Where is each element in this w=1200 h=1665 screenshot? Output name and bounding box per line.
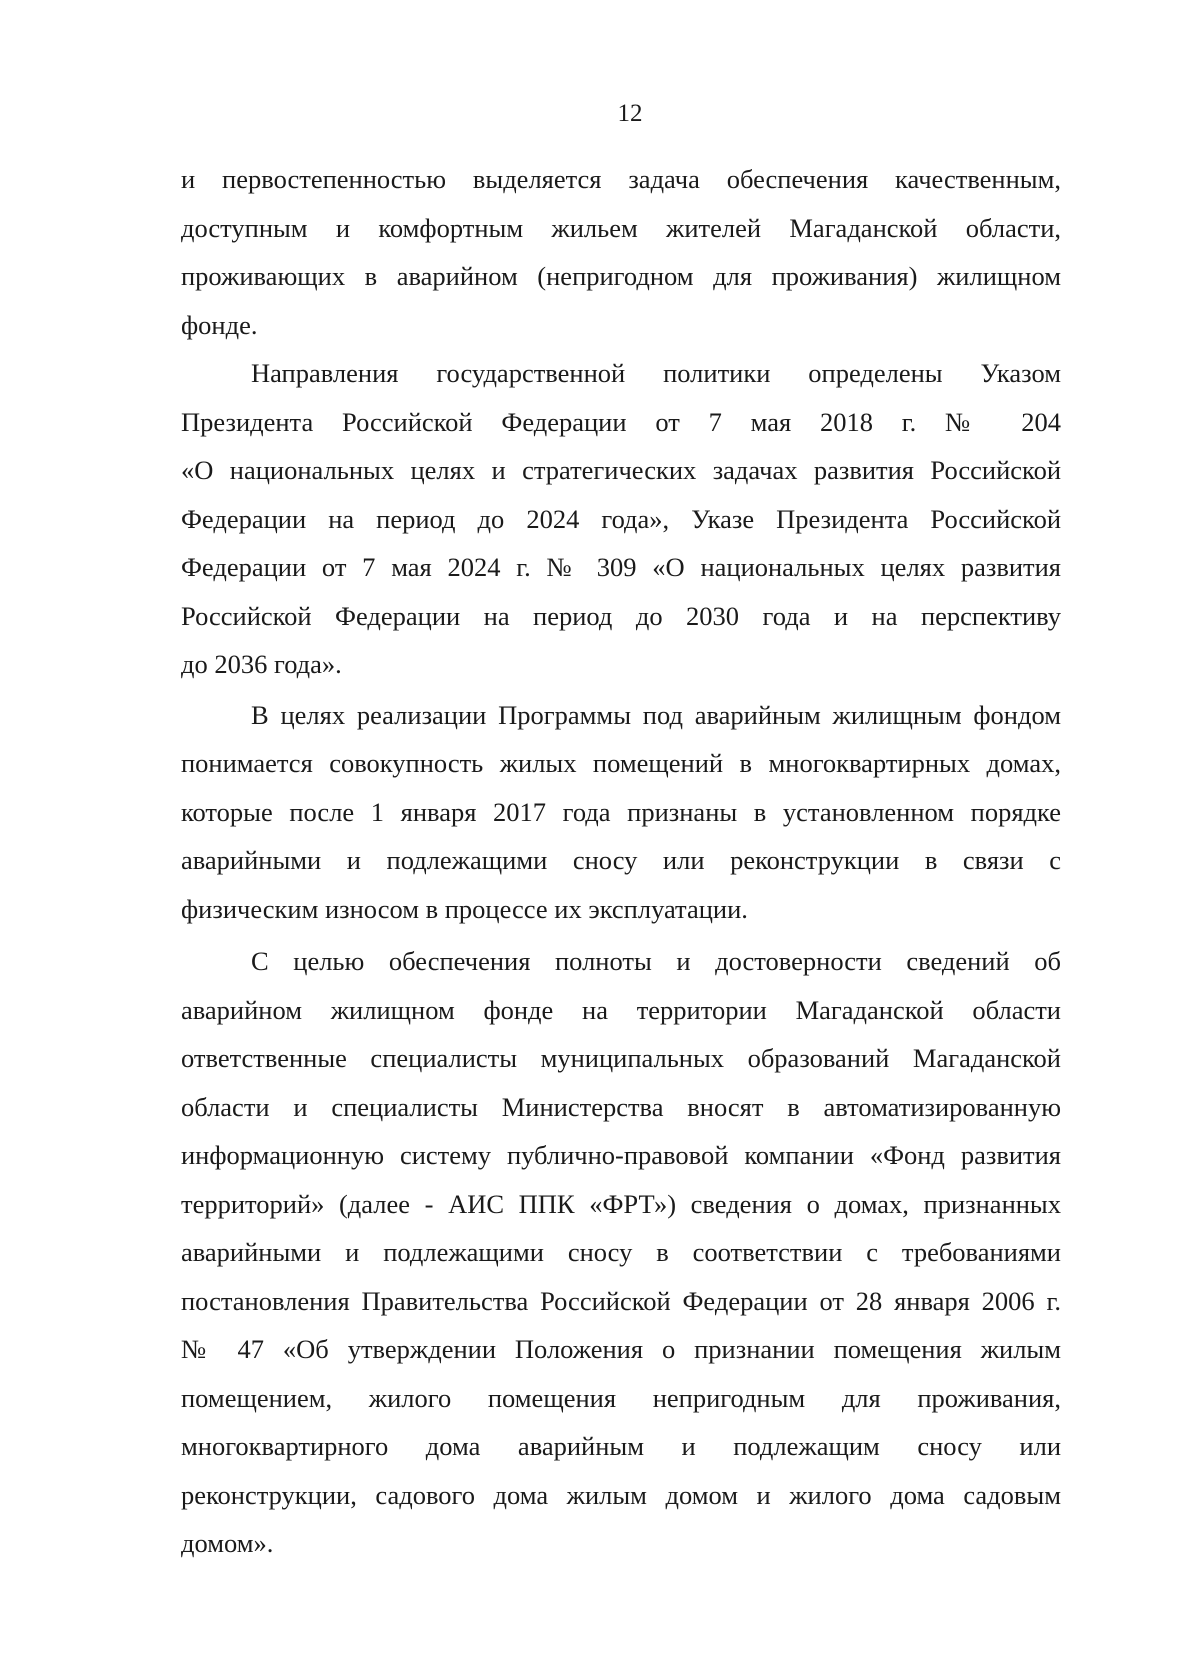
paragraph-line: фонде. <box>181 309 258 340</box>
paragraph-line: физическим износом в процессе их эксплуатации. <box>181 893 748 924</box>
paragraph-line: Направления государственной политики определены Указом <box>251 358 1061 388</box>
page-number: 12 <box>617 100 643 127</box>
paragraph-line: информационную систему публично-правовой компании «Фонд развития <box>181 1140 1061 1170</box>
paragraph-line: реконструкции, садового дома жилым домом и жилого дома садовым <box>181 1479 1061 1510</box>
paragraph-line: «О национальных целях и стратегических задачах развития Российской <box>181 455 1061 485</box>
paragraph-line: С целью обеспечения полноты и достоверности сведений об <box>251 946 1061 976</box>
document-body <box>181 155 1061 1568</box>
paragraph <box>181 691 1061 934</box>
paragraph-line: многоквартирного дома аварийным и подлежащим сносу или <box>181 1431 1061 1461</box>
paragraph-line: которые после 1 января 2017 года признаны в установленном порядке <box>181 796 1061 827</box>
paragraph-line: В целях реализации Программы под аварийным жилищным фондом <box>251 699 1061 730</box>
paragraph-line: понимается совокупность жилых помещений в многоквартирных домах, <box>181 748 1061 778</box>
paragraph-line: № 47 «Об утверждении Положения о признании помещения жилым <box>181 1334 1061 1364</box>
paragraph-line: помещением, жилого помещения непригодным для проживания, <box>181 1382 1061 1413</box>
paragraph-line: Федерации от 7 мая 2024 г. № 309 «О национальных целях развития <box>181 552 1061 582</box>
paragraph-line: до 2036 года». <box>181 649 342 679</box>
paragraph-line: Президента Российской Федерации от 7 мая 2018 г. № 204 <box>181 406 1061 437</box>
paragraph <box>181 155 1061 349</box>
paragraph-line: проживающих в аварийном (непригодном для проживания) жилищном <box>181 261 1061 291</box>
paragraph-line: аварийными и подлежащими сносу в соответствии с требованиями <box>181 1237 1061 1267</box>
paragraph-line: домом». <box>181 1528 274 1558</box>
paragraph-line: ответственные специалисты муниципальных образований Магаданской <box>181 1043 1061 1073</box>
paragraph <box>181 349 1061 689</box>
paragraph-line: Российской Федерации на период до 2030 года и на перспективу <box>181 600 1061 631</box>
paragraph-line: и первостепенностью выделяется задача обеспечения качественным, <box>181 164 1061 194</box>
paragraph-line: Федерации на период до 2024 года», Указе Президента Российской <box>181 503 1061 534</box>
paragraph-line: территорий» (далее - АИС ППК «ФРТ») сведения о домах, признанных <box>181 1188 1061 1219</box>
paragraph-line: доступным и комфортным жильем жителей Магаданской области, <box>181 212 1061 243</box>
paragraph-line: области и специалисты Министерства вносят в автоматизированную <box>181 1091 1061 1122</box>
paragraph-line: постановления Правительства Российской Федерации от 28 января 2006 г. <box>181 1285 1061 1316</box>
paragraph-line: аварийном жилищном фонде на территории Магаданской области <box>181 994 1061 1025</box>
paragraph <box>181 937 1061 1568</box>
paragraph-line: аварийными и подлежащими сносу или реконструкции в связи с <box>181 845 1061 875</box>
